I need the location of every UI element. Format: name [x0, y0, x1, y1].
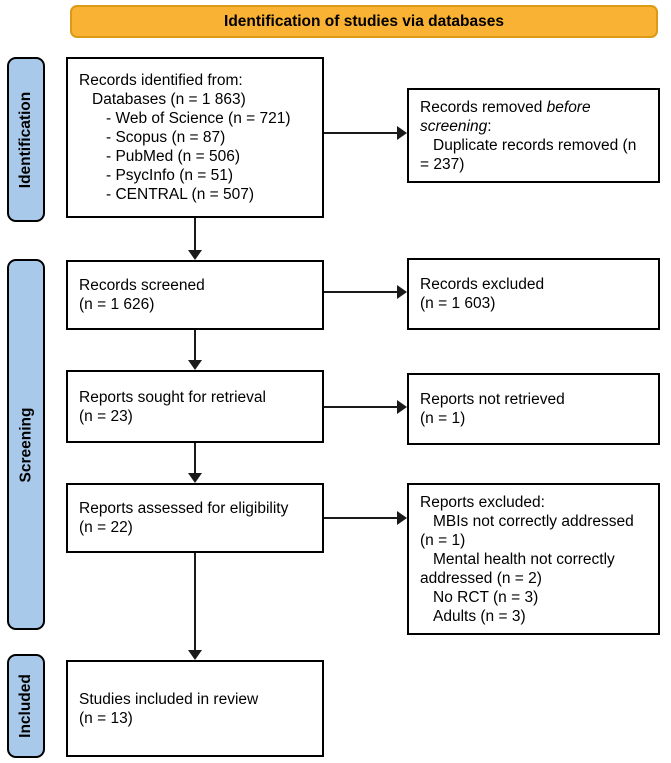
arrow-right-assessed-to-reports-excluded-icon	[324, 511, 407, 525]
text-line: (n = 1)	[420, 410, 466, 427]
box-reports-assessed-for-eligibility	[66, 483, 324, 553]
box-records-screened	[66, 260, 324, 330]
box-studies-included-in-review	[66, 660, 324, 757]
text-line: (n = 1 603)	[420, 295, 496, 312]
arrow-down-sought-to-assessed-icon	[188, 443, 202, 483]
stage-label-included: Included	[17, 674, 35, 738]
text-line: Records identified from:	[79, 72, 243, 89]
box-reports-sought-for-retrieval	[66, 370, 324, 443]
text-line: Records removed before	[420, 98, 591, 116]
text-line: Adults (n = 3)	[433, 607, 526, 625]
text-line: - Web of Science (n = 721)	[106, 110, 291, 127]
arrow-shaft	[324, 132, 399, 134]
arrow-down-identified-to-screened-icon	[188, 218, 202, 260]
arrow-down-screened-to-sought-icon	[188, 330, 202, 370]
stage-label-identification: Identification	[17, 91, 35, 188]
text-line: Records excluded	[420, 276, 545, 293]
banner-identification-via-databases	[70, 5, 658, 38]
stage-label-screening: Screening	[17, 407, 35, 482]
box-records-identified	[66, 57, 324, 218]
arrow-head-icon	[397, 400, 407, 414]
text-line: Duplicate records removed (n	[433, 136, 637, 154]
text-line: (n = 22)	[79, 519, 133, 536]
arrow-head-icon	[397, 285, 407, 299]
text-line: addressed (n = 2)	[420, 569, 542, 587]
text-line: Databases (n = 1 863)	[92, 91, 246, 108]
text-line: (n = 23)	[79, 407, 133, 425]
banner-title: Identification of studies via databases	[224, 12, 504, 30]
box-reports-excluded	[407, 483, 660, 635]
arrow-head-icon	[397, 126, 407, 140]
arrow-shaft	[324, 406, 399, 408]
arrow-shaft	[324, 291, 399, 293]
text-line: Reports not retrieved	[420, 391, 565, 408]
arrow-shaft	[194, 330, 196, 362]
arrow-head-icon	[188, 473, 202, 483]
box-records-excluded	[407, 258, 660, 330]
text-line: Mental health not correctly	[433, 550, 615, 568]
arrow-shaft	[324, 517, 399, 519]
text-line: Records screened	[79, 277, 205, 294]
text-line: MBIs not correctly addressed	[433, 512, 634, 530]
text-line: (n = 13)	[79, 709, 133, 727]
text-line: Reports assessed for eligibility	[79, 500, 289, 517]
text-line: Reports excluded:	[420, 493, 545, 511]
text-line: Reports sought for retrieval	[79, 388, 266, 406]
arrow-head-icon	[188, 650, 202, 660]
stage-bar-identification	[7, 57, 45, 222]
box-records-removed-before-screening	[407, 88, 660, 183]
arrow-shaft	[194, 553, 196, 652]
arrow-right-sought-to-not-retrieved-icon	[324, 400, 407, 414]
text-line: (n = 1 626)	[79, 296, 155, 313]
text-line: No RCT (n = 3)	[433, 588, 539, 606]
text-line: - PubMed (n = 506)	[106, 148, 240, 165]
text-line: screening:	[420, 117, 492, 135]
arrow-shaft	[194, 218, 196, 252]
arrow-head-icon	[397, 511, 407, 525]
arrow-right-screened-to-excluded-icon	[324, 285, 407, 299]
text-line: Studies included in review	[79, 690, 259, 708]
text-line: - CENTRAL (n = 507)	[106, 186, 255, 203]
text-line: (n = 1)	[420, 531, 466, 549]
text-line: - Scopus (n = 87)	[106, 129, 226, 146]
stage-bar-screening	[7, 259, 45, 630]
arrow-shaft	[194, 443, 196, 475]
arrow-head-icon	[188, 360, 202, 370]
arrow-down-assessed-to-included-icon	[188, 553, 202, 660]
text-line: - PsycInfo (n = 51)	[106, 167, 234, 184]
box-reports-not-retrieved	[407, 373, 660, 445]
arrow-head-icon	[188, 250, 202, 260]
stage-bar-included	[7, 654, 45, 758]
arrow-right-identified-to-removed-icon	[324, 126, 407, 140]
text-line: = 237)	[420, 155, 465, 173]
